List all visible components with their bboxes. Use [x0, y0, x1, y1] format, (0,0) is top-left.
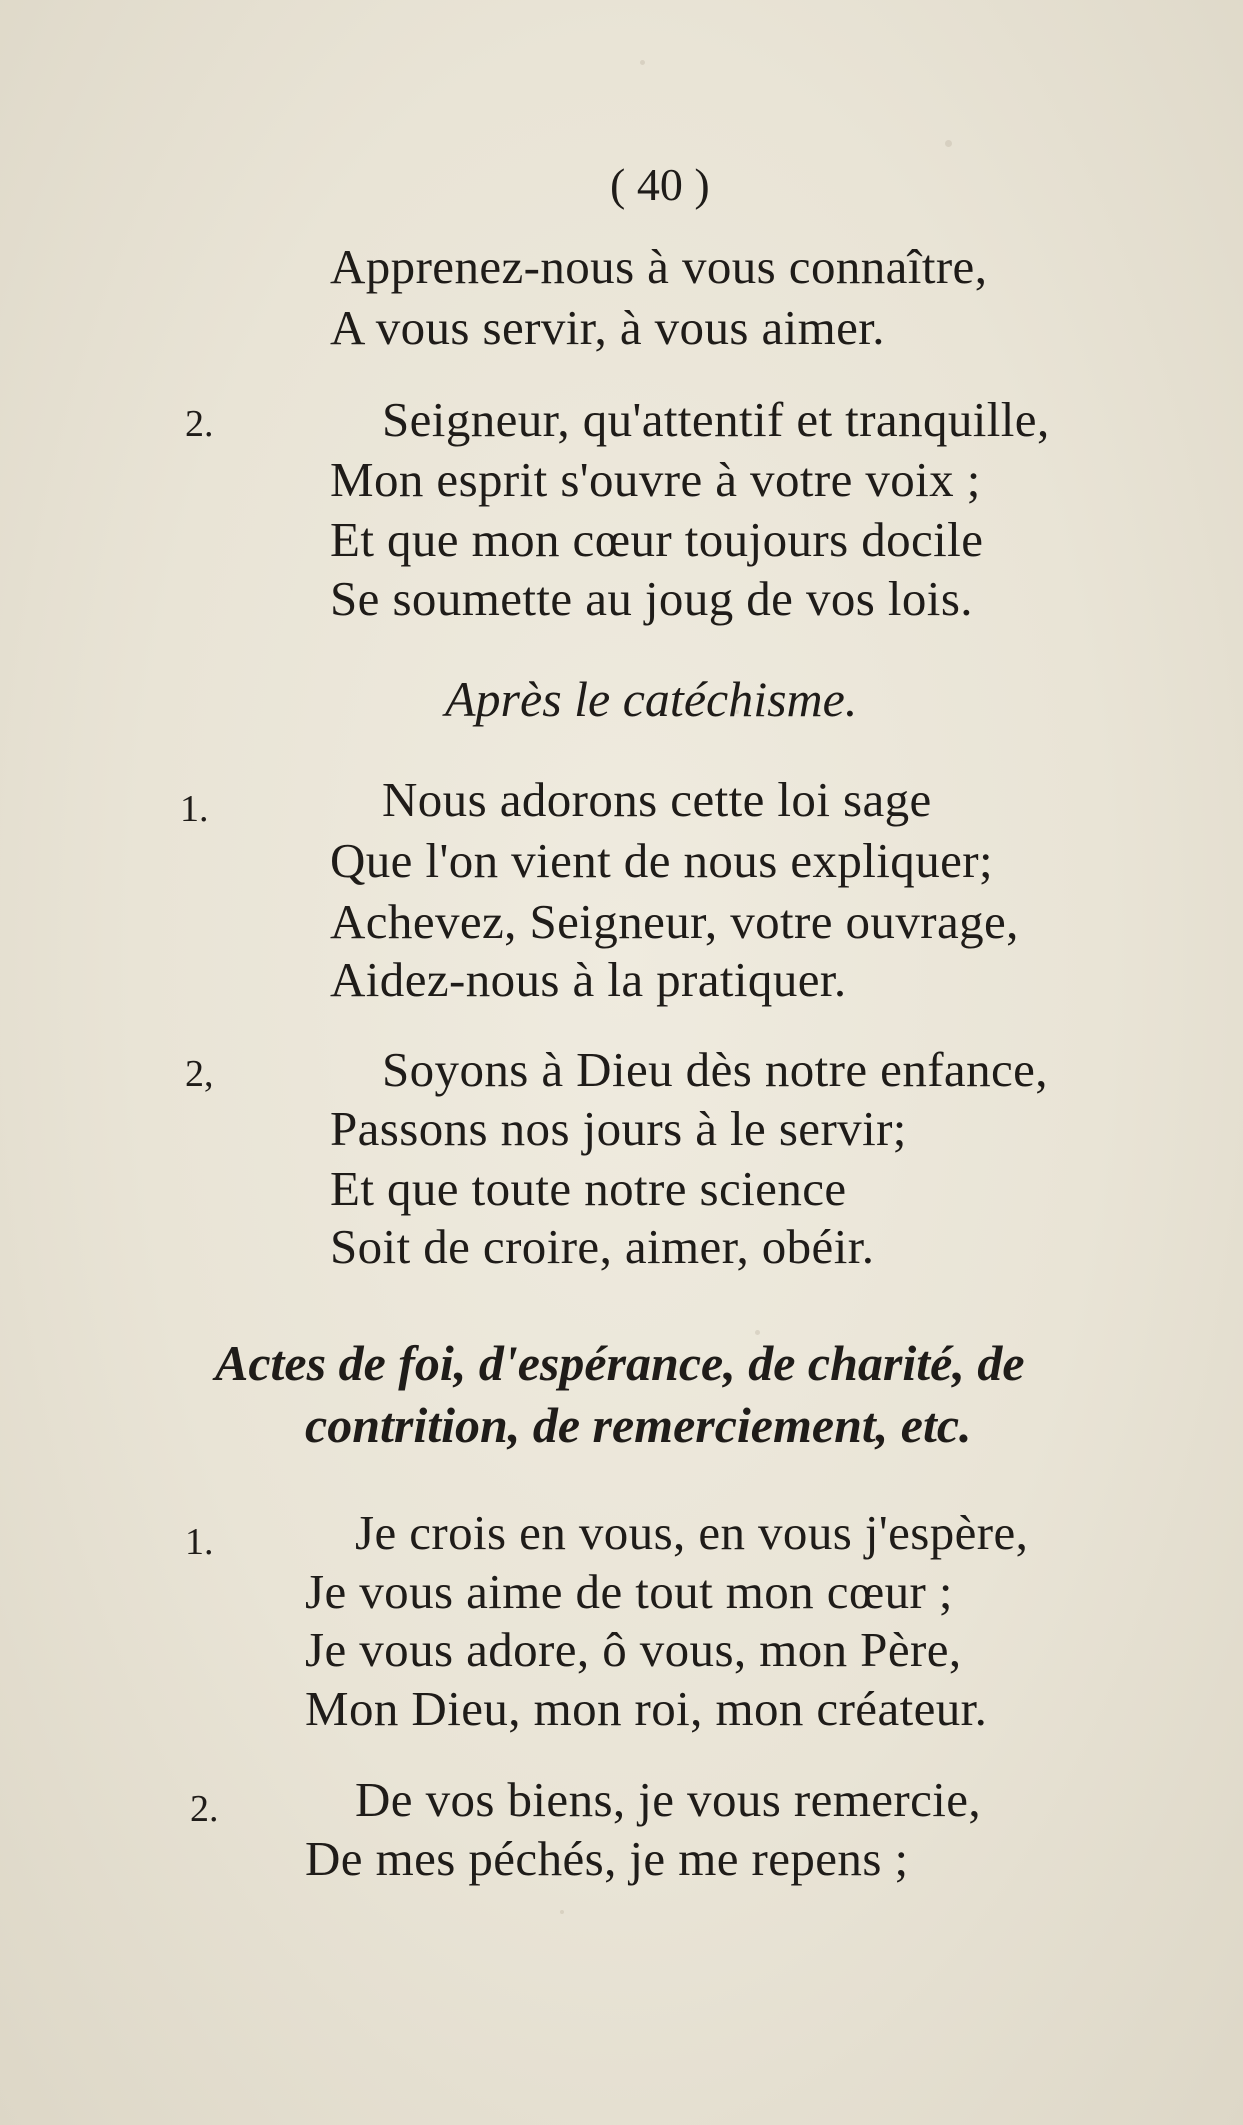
- verse-number: 1.: [185, 1521, 214, 1563]
- verse-line: Je crois en vous, en vous j'espère,: [355, 1505, 1029, 1560]
- paper-spot: [560, 1910, 564, 1914]
- verse-number: 2.: [190, 1788, 219, 1830]
- verse-number: 2,: [185, 1053, 214, 1095]
- verse-line: Se soumette au joug de vos lois.: [330, 571, 973, 626]
- verse-line: De mes péchés, je me repens ;: [305, 1831, 909, 1886]
- section-heading: Actes de foi, d'espérance, de charité, de: [215, 1335, 1025, 1391]
- verse-line: Aidez-nous à la pratiquer.: [330, 952, 847, 1007]
- verse-line: De vos biens, je vous remercie,: [355, 1772, 982, 1827]
- verse-line: Seigneur, qu'attentif et tranquille,: [382, 392, 1050, 447]
- verse-line: Que l'on vient de nous expliquer;: [330, 833, 993, 888]
- verse-line: Et que toute notre science: [330, 1161, 847, 1216]
- verse-number: 2.: [185, 403, 214, 445]
- page-number: ( 40 ): [610, 159, 710, 210]
- verse-line: Soyons à Dieu dès notre enfance,: [382, 1042, 1048, 1097]
- verse-line: Achevez, Seigneur, votre ouvrage,: [330, 894, 1019, 949]
- section-heading: Après le catéchisme.: [445, 671, 858, 727]
- verse-line: A vous servir, à vous aimer.: [330, 300, 885, 355]
- verse-line: Mon Dieu, mon roi, mon créateur.: [305, 1681, 988, 1736]
- verse-line: Soit de croire, aimer, obéir.: [330, 1219, 875, 1274]
- verse-line: Je vous adore, ô vous, mon Père,: [305, 1622, 962, 1677]
- verse-line: Passons nos jours à le servir;: [330, 1101, 907, 1156]
- verse-number: 1.: [180, 788, 209, 830]
- verse-line: Je vous aime de tout mon cœur ;: [305, 1564, 953, 1619]
- paper-spot: [945, 140, 952, 147]
- verse-line: Mon esprit s'ouvre à votre voix ;: [330, 452, 981, 507]
- verse-line: Et que mon cœur toujours docile: [330, 512, 984, 567]
- verse-line: Apprenez-nous à vous connaître,: [330, 239, 988, 294]
- paper-spot: [640, 60, 645, 65]
- verse-line: Nous adorons cette loi sage: [382, 772, 932, 827]
- section-heading: contrition, de remerciement, etc.: [305, 1397, 972, 1453]
